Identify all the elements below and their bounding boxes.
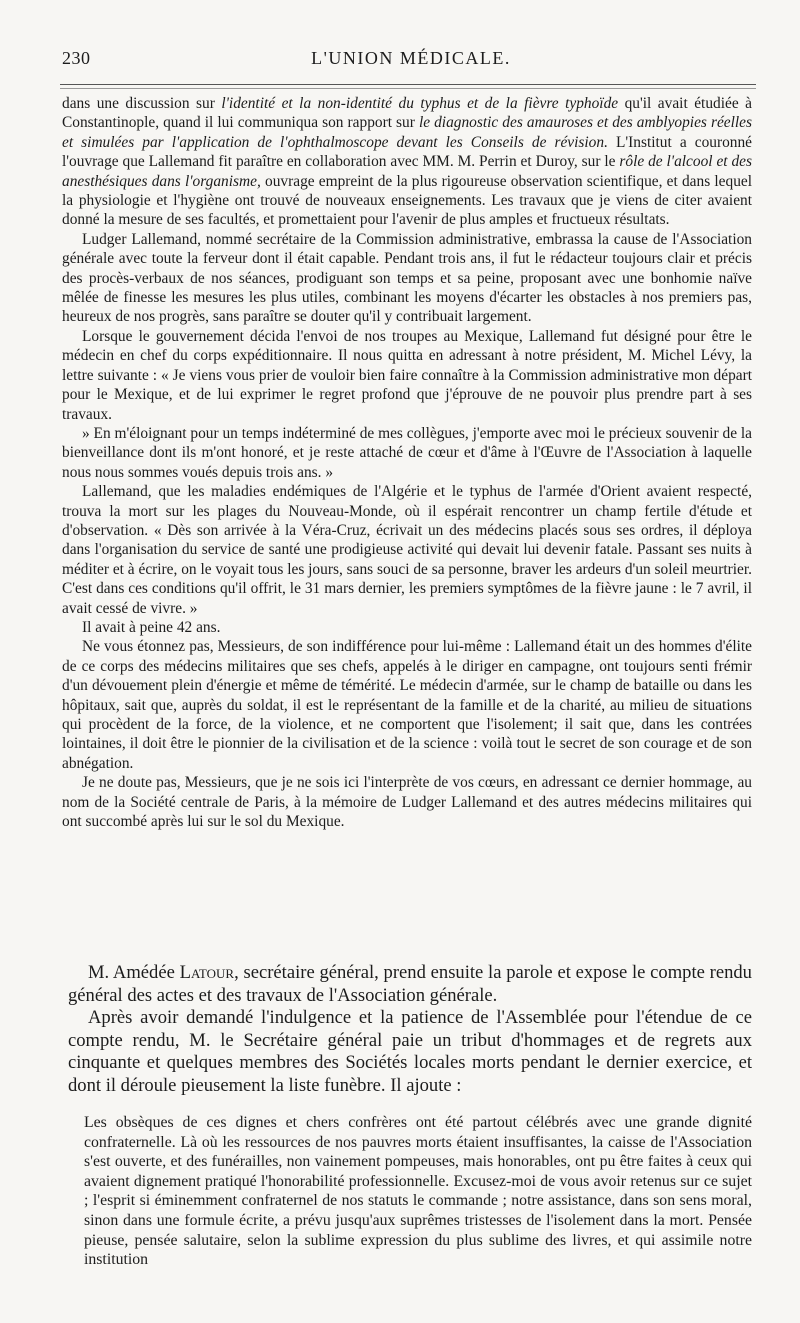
- paragraph: [68, 1007, 752, 1097]
- paragraph: [62, 94, 752, 230]
- closing-paragraph: Les obsèques de ces dignes et chers confrères ont été partout célébrés avec une grande dignité confraternelle. Là où les ressources de nos pauvres morts étaient insuffisantes, la caisse de l'Association s'est ouverte, et des funérailles, non vainement pompeuses, mais honorables, ont pu être faites à ceux qui avaient dignement pratiqué l'honorabilité professionnelle. Excusez-moi de vous avoir retenus sur ce sujet ; l'esprit si éminemment confraternel de nos statuts le commande ; notre assistance, dans son sens moral, sinon dans une formule écrite, a prévu jusqu'aux suprêmes tristesses de l'isolement dans la mort. Pensée pieuse, pensée salutaire, selon la sublime expression du plus sublime des livres, et qui assimile notre institution: [84, 1114, 752, 1269]
- italic-text: l'identité et la non-identité du typhus et de la fièvre typhoïde: [221, 95, 619, 112]
- paragraph: [68, 962, 752, 1007]
- text-run: , secrétaire général, prend ensuite la parole et expose le compte rendu général des actes et des travaux de l'Association générale.: [68, 962, 752, 1006]
- text-run: Il avait à peine 42 ans.: [82, 618, 221, 636]
- paragraph: [62, 618, 752, 637]
- text-run: Après avoir demandé l'indulgence et la patience de l'Assemblée pour l'étendue de ce compte rendu, M. le Secrétaire général paie un tribut d'hommages et de regrets aux cinquante et quelques membres des Sociétés locales morts pendant le dernier exercice, et dont il déroule pieusement la liste funèbre. Il ajoute :: [68, 1007, 752, 1096]
- paragraph: [62, 424, 752, 482]
- small-caps-name: Latour: [179, 962, 235, 983]
- text-run: dans une discussion sur: [62, 95, 222, 112]
- quoted-report-excerpt: [84, 1113, 752, 1270]
- text-run: Lallemand, que les maladies endémiques de l'Algérie et le typhus de l'armée d'Orient avaient respecté, trouva la mort sur les plages du Nouveau-Monde, où il espérait rencontrer un champ fertile d'étude et d'observation. « Dès son arrivée à la Véra-Cruz, écrivait un des médecins placés sous ses ordres, il déploya dans l'organisation du service de santé une prodigieuse activité qui devait lui devenir fatale. Passant ses nuits à méditer et à écrire, on le voyait tous les jours, sans souci de sa personne, braver les ardeurs d'un soleil meurtrier. C'est dans ces conditions qu'il offrit, le 31 mars dernier, les premiers symptômes de la fièvre jaune : le 7 avril, il avait cessé de vivre. »: [62, 483, 753, 617]
- text-run: Je ne doute pas, Messieurs, que je ne sois ici l'interprète de vos cœurs, en adressant ce dernier hommage, au nom de la Société centrale de Paris, à la mémoire de Ludger Lallemand et des autres médecins militaires qui ont succombé après lui sur le sol du Mexique.: [62, 774, 752, 831]
- text-run: Ne vous étonnez pas, Messieurs, de son indifférence pour lui-même : Lallemand était un des hommes d'élite de ce corps des médecins militaires que ses chefs, appelés à le diriger en campagne, ont toujours senti frémir d'un dévouement plein d'énergie et même de témérité. Le médecin d'armée, sur le champ de bataille ou dans les hôpitaux, sait que, auprès du soldat, il est le représentant de la famille et de la charité, au milieu de situations qui procèdent de la force, de la violence, et ne comportent que l'isolement; il sait que, dans les contrées lointaines, il doit être le pionnier de la civilisation et de la science : voilà tout le secret de son courage et de son abnégation.: [62, 638, 752, 772]
- body-text: [62, 94, 752, 831]
- text-run: Ludger Lallemand, nommé secrétaire de la Commission administrative, embrassa la cause de l'Association générale avec toute la ferveur dont il était capable. Pendant trois ans, il fut le rédacteur toujours clair et précis des procès-verbaux de nos séances, prodiguant son temps et sa peine, proposant avec une bonhomie naïve mêlée de finesse les mesures les plus utiles, combinant les moyens d'écarter les obstacles à nos premiers pas, heureux de nos progrès, sans paraître se douter qu'il y contribuait largement.: [62, 230, 752, 326]
- header-rule-secondary: [60, 88, 756, 89]
- text-run: M. Amédée: [88, 962, 180, 983]
- paragraph: [62, 230, 752, 327]
- paragraph: [62, 637, 752, 773]
- text-run: » En m'éloignant pour un temps indéterminé de mes collègues, j'emporte avec moi le précieux souvenir de la bienveillance dont ils m'ont honoré, et je reste attaché de cœur et d'âme à l'Œuvre de l'Association à laquelle nous nous sommes voués depuis trois ans. »: [62, 424, 752, 481]
- running-title: L'UNION MÉDICALE.: [311, 48, 511, 68]
- italic-text: rôle de l'alcool et des anesthésiques dans l'organisme,: [62, 153, 752, 190]
- text-run: qu'il avait étudiée à Constantinople, quand il lui communiqua son rapport sur: [62, 95, 752, 132]
- text-run: L'Institut a couronné l'ouvrage que Lallemand fit paraître en collaboration avec MM. M. Perrin et Duroy, sur le: [62, 133, 753, 171]
- page-header: [62, 48, 760, 78]
- text-run: ouvrage empreint de la plus rigoureuse observation scientifique, et dans lequel la physiologie et l'hygiène ont trouvé de nouveaux enseignements. Les travaux que je viens de citer avaient donné la mesure de ses facultés, et promettaient pour l'avenir de plus amples et fructueux résultats.: [62, 172, 752, 229]
- paragraph: [62, 327, 752, 424]
- italic-text: le diagnostic des amauroses et des amblyopies réelles et simulées par l'application de l'ophthalmoscope devant les Conseils de révision.: [62, 114, 752, 151]
- text-run: Lorsque le gouvernement décida l'envoi de nos troupes au Mexique, Lallemand fut désigné pour être le médecin en chef du corps expéditionnaire. Il nous quitta en adressant à notre président, M. Michel Lévy, la lettre suivante : « Je viens vous prier de vouloir bien faire connaître à la Commission administrative mon départ pour le Mexique, et de lui exprimer le regret profond que j'éprouve de ne pouvoir plus prendre part à ses travaux.: [62, 327, 752, 423]
- paragraph: [62, 482, 752, 618]
- report-introduction: [68, 962, 752, 1098]
- paragraph: [62, 773, 752, 831]
- page-number: 230: [62, 48, 91, 68]
- header-rule: [60, 84, 756, 85]
